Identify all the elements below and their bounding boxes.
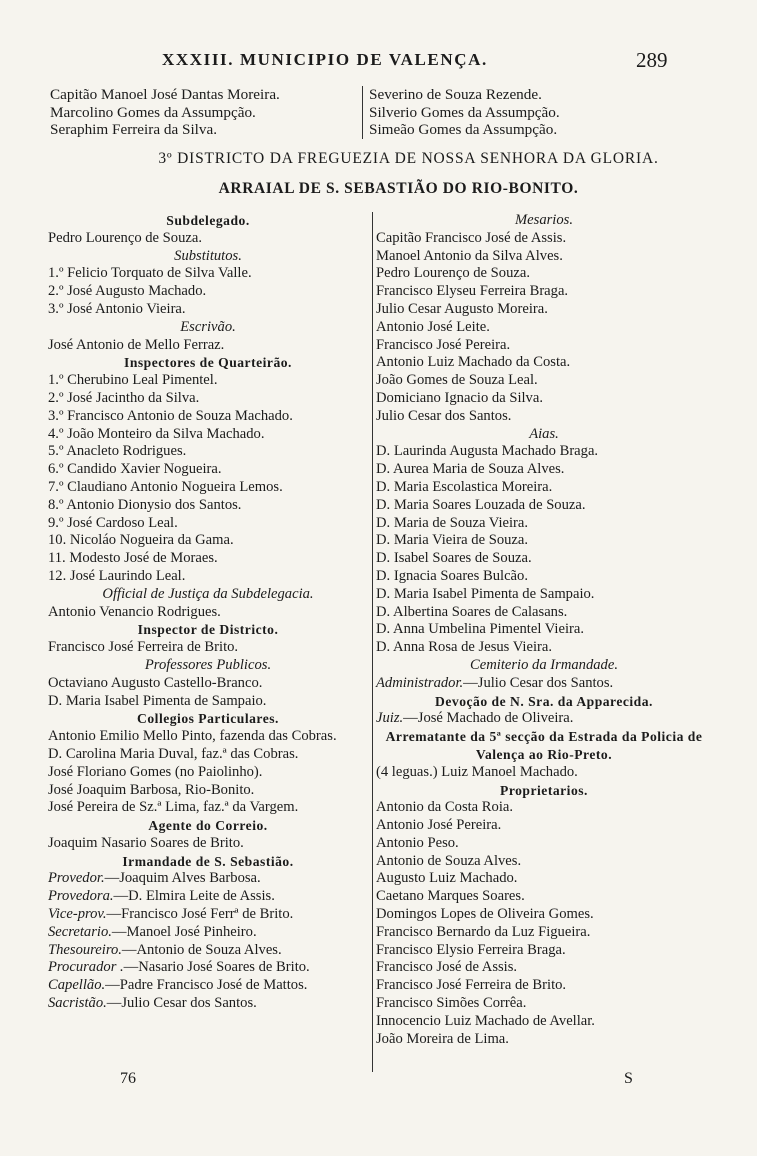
page-number: 289 bbox=[636, 48, 668, 72]
list-item: D. Maria Isabel Pimenta de Sampaio. bbox=[376, 585, 595, 602]
list-item: 2.º José Augusto Machado. bbox=[48, 283, 207, 300]
page-header bbox=[0, 50, 757, 80]
list-item: Antonio da Costa Roia. bbox=[376, 799, 514, 816]
list-item: Seraphim Ferreira da Silva. bbox=[50, 121, 218, 138]
list-item: 4.º João Monteiro da Silva Machado. bbox=[48, 425, 265, 442]
list-item: Augusto Luiz Machado. bbox=[376, 870, 518, 887]
list-item: Francisco Bernardo da Luz Figueira. bbox=[376, 923, 591, 940]
section-heading: Inspectores de Quarteirão. bbox=[124, 355, 292, 371]
list-item bbox=[48, 924, 368, 942]
list-item: 7.º Claudiano Antonio Nogueira Lemos. bbox=[48, 478, 283, 495]
list-item: Octaviano Augusto Castello-Branco. bbox=[48, 674, 263, 691]
role-holder: —Julio Cesar dos Santos. bbox=[106, 995, 257, 1012]
arraial-heading: ARRAIAL DE S. SEBASTIÃO DO RIO-BONITO. bbox=[218, 180, 579, 197]
list-item: Francisco José Pereira. bbox=[376, 336, 511, 353]
top-list-left bbox=[50, 86, 360, 139]
role-label: Thesoureiro. bbox=[48, 941, 122, 958]
list-item: Marcolino Gomes da Assumpção. bbox=[50, 103, 256, 121]
list-item: 11. Modesto José de Moraes. bbox=[48, 550, 218, 567]
list-item bbox=[48, 888, 368, 906]
role-label: Administrador. bbox=[376, 674, 464, 691]
list-item: 8.º Antonio Dionysio dos Santos. bbox=[48, 496, 242, 513]
role-holder: —Francisco José Ferrª de Brito. bbox=[106, 906, 294, 923]
role-label: Vice-prov. bbox=[48, 906, 107, 923]
role-holder: —D. Elmira Leite de Assis. bbox=[113, 888, 275, 905]
list-item bbox=[48, 959, 368, 977]
list-item: D. Laurinda Augusta Machado Braga. bbox=[376, 443, 599, 460]
list-item: D. Anna Rosa de Jesus Vieira. bbox=[376, 639, 552, 656]
role-label: Juiz. bbox=[376, 710, 404, 727]
list-item: José Floriano Gomes (no Paiolinho). bbox=[48, 763, 263, 780]
section-heading: Devoção de N. Sra. da Apparecida. bbox=[435, 693, 653, 709]
list-item: 3.º Francisco Antonio de Souza Machado. bbox=[48, 407, 293, 424]
entry: Joaquim Nasario Soares de Brito. bbox=[48, 834, 244, 851]
list-item: Antonio Luiz Machado da Costa. bbox=[376, 354, 571, 371]
list-item: 3.º José Antonio Vieira. bbox=[48, 300, 186, 317]
list-item: D. Anna Umbelina Pimentel Vieira. bbox=[376, 621, 584, 638]
list-item: Domingos Lopes de Oliveira Gomes. bbox=[376, 906, 594, 923]
list-item: Antonio Peso. bbox=[376, 834, 459, 851]
list-item: D. Aurea Maria de Souza Alves. bbox=[376, 461, 565, 478]
list-item: D. Isabel Soares de Souza. bbox=[376, 550, 532, 567]
list-item: D. Maria Vieira de Souza. bbox=[376, 532, 529, 549]
list-item: Julio Cesar Augusto Moreira. bbox=[376, 300, 548, 317]
right-column bbox=[372, 212, 712, 1072]
list-item: Francisco José de Assis. bbox=[376, 959, 518, 976]
left-column bbox=[48, 212, 368, 1013]
list-item: 5.º Anacleto Rodrigues. bbox=[48, 443, 187, 460]
role-label: Procurador . bbox=[48, 959, 124, 976]
list-item: D. Maria de Souza Vieira. bbox=[376, 514, 529, 531]
list-item: D. Carolina Maria Duval, faz.ª das Cobras. bbox=[48, 745, 299, 762]
role-holder: —José Machado de Oliveira. bbox=[403, 710, 574, 727]
list-item bbox=[48, 977, 368, 995]
entry bbox=[376, 710, 712, 728]
list-item bbox=[48, 906, 368, 924]
entry: José Antonio de Mello Ferraz. bbox=[48, 336, 225, 353]
section-heading: Substitutos. bbox=[174, 247, 242, 264]
list-item: Simeão Gomes da Assumpção. bbox=[369, 121, 558, 138]
list-item: 10. Nicoláo Nogueira da Gama. bbox=[48, 532, 234, 549]
list-item: 6.º Candido Xavier Nogueira. bbox=[48, 461, 222, 478]
section-heading: Inspector de Districto. bbox=[137, 622, 279, 638]
list-item: Julio Cesar dos Santos. bbox=[376, 407, 512, 424]
list-item: Antonio de Souza Alves. bbox=[376, 852, 522, 869]
role-holder: —Julio Cesar dos Santos. bbox=[463, 674, 614, 691]
list-item: D. Maria Soares Louzada de Souza. bbox=[376, 496, 586, 513]
role-label: Sacristão. bbox=[48, 995, 107, 1012]
list-item: Francisco Elysio Ferreira Braga. bbox=[376, 941, 566, 958]
section-heading: Escrivão. bbox=[180, 318, 236, 335]
section-heading: Mesarios. bbox=[515, 212, 573, 228]
role-label: Provedor. bbox=[48, 870, 105, 887]
role-label: Capellão. bbox=[48, 977, 106, 994]
list-item: D. Albertina Soares de Calasans. bbox=[376, 603, 568, 620]
list-item: Antonio José Pereira. bbox=[376, 817, 502, 834]
role-label: Secretario. bbox=[48, 923, 112, 940]
section-heading: Professores Publicos. bbox=[144, 656, 272, 673]
list-item bbox=[48, 942, 368, 960]
entry: Antonio Venancio Rodrigues. bbox=[48, 603, 221, 620]
list-item: Francisco Elyseu Ferreira Braga. bbox=[376, 283, 569, 300]
list-item: João Gomes de Souza Leal. bbox=[376, 372, 538, 389]
entry: (4 leguas.) Luiz Manoel Machado. bbox=[376, 763, 578, 780]
entry: Pedro Lourenço de Souza. bbox=[48, 229, 202, 246]
list-item bbox=[48, 995, 368, 1013]
role-holder: —Antonio de Souza Alves. bbox=[121, 941, 282, 958]
list-item: Antonio Emilio Mello Pinto, fazenda das Cobras. bbox=[48, 728, 337, 745]
role-holder: —Joaquim Alves Barbosa. bbox=[104, 870, 261, 887]
role-holder: —Padre Francisco José de Mattos. bbox=[105, 977, 308, 994]
signature-mark: S bbox=[624, 1070, 633, 1087]
list-item: Capitão Manoel José Dantas Moreira. bbox=[50, 86, 280, 103]
role-holder: —Manoel José Pinheiro. bbox=[111, 923, 257, 940]
list-item: 2.º José Jacintho da Silva. bbox=[48, 389, 200, 406]
list-item: José Joaquim Barbosa, Rio-Bonito. bbox=[48, 781, 255, 798]
section-heading: Cemiterio da Irmandade. bbox=[470, 656, 618, 673]
section-heading: Collegios Particulares. bbox=[137, 711, 279, 727]
sheet-number: 76 bbox=[120, 1070, 136, 1087]
top-list-right bbox=[362, 86, 629, 139]
list-item: Manoel Antonio da Silva Alves. bbox=[376, 247, 563, 264]
list-item: 9.º José Cardoso Leal. bbox=[48, 514, 178, 531]
list-item: Capitão Francisco José de Assis. bbox=[376, 229, 567, 246]
list-item: Francisco José Ferreira de Brito. bbox=[376, 977, 567, 994]
list-item: Severino de Souza Rezende. bbox=[369, 86, 542, 103]
list-item: 1.º Cherubino Leal Pimentel. bbox=[48, 372, 218, 389]
list-item: Domiciano Ignacio da Silva. bbox=[376, 389, 543, 406]
section-heading: Proprietarios. bbox=[500, 782, 588, 798]
list-item: 1.º Felicio Torquato de Silva Valle. bbox=[48, 265, 252, 282]
list-item: Caetano Marques Soares. bbox=[376, 888, 525, 905]
list-item: Antonio José Leite. bbox=[376, 318, 490, 335]
list-item: João Moreira de Lima. bbox=[376, 1030, 509, 1047]
section-heading: Irmandade de S. Sebastião. bbox=[122, 853, 294, 869]
list-item: Francisco Simões Corrêa. bbox=[376, 995, 527, 1012]
district-heading: 3º DISTRICTO DA FREGUEZIA DE NOSSA SENHORA DA GLORIA. bbox=[158, 150, 659, 167]
list-item: Innocencio Luiz Machado de Avellar. bbox=[376, 1012, 595, 1029]
running-title: XXXIII. MUNICIPIO DE VALENÇA. bbox=[162, 50, 488, 69]
list-item: José Pereira de Sz.ª Lima, faz.ª da Vargem. bbox=[48, 799, 299, 816]
list-item: Pedro Lourenço de Souza. bbox=[376, 265, 530, 282]
list-item: Silverio Gomes da Assumpção. bbox=[369, 103, 560, 121]
section-heading: Aias. bbox=[529, 425, 559, 442]
entry: Francisco José Ferreira de Brito. bbox=[48, 639, 239, 656]
role-label: Provedora. bbox=[48, 888, 114, 905]
list-item: D. Maria Escolastica Moreira. bbox=[376, 478, 553, 495]
section-heading: Official de Justiça da Subdelegacia. bbox=[102, 585, 314, 602]
list-item: D. Ignacia Soares Bulcão. bbox=[376, 567, 528, 584]
section-heading: Agente do Correio. bbox=[148, 818, 268, 834]
list-item: 12. José Laurindo Leal. bbox=[48, 567, 186, 584]
role-holder: —Nasario José Soares de Brito. bbox=[123, 959, 310, 976]
section-heading: Subdelegado. bbox=[166, 213, 250, 228]
list-item: D. Maria Isabel Pimenta de Sampaio. bbox=[48, 692, 267, 709]
section-heading: Arrematante da 5ª secção da Estrada da Policia de Valença ao Rio-Preto. bbox=[385, 729, 703, 762]
entry bbox=[376, 675, 712, 693]
list-item bbox=[48, 870, 368, 888]
